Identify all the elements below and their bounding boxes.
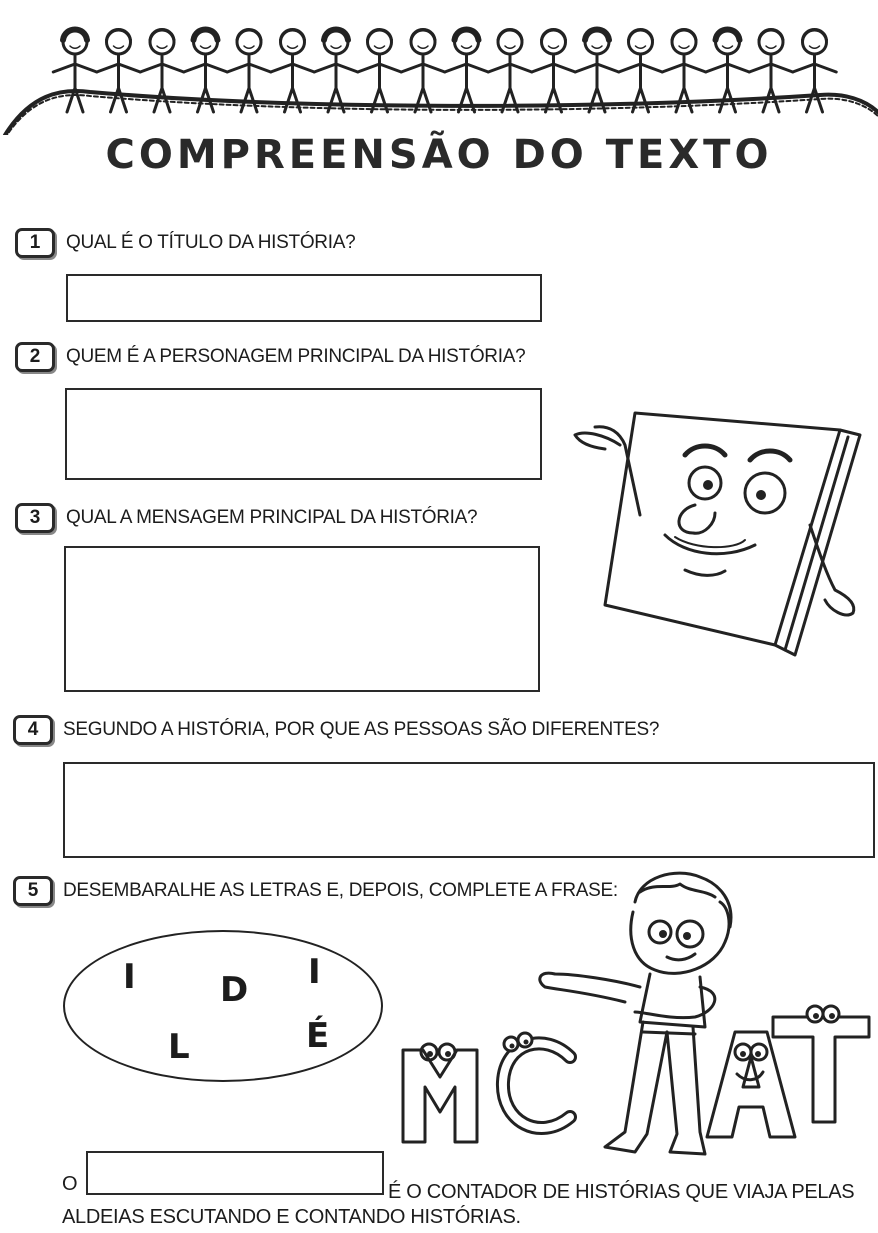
question-1-number: 1 bbox=[15, 228, 55, 258]
question-1-text: QUAL É O TÍTULO DA HISTÓRIA? bbox=[66, 232, 356, 253]
scramble-letter: L bbox=[168, 1027, 190, 1067]
scramble-letter: I bbox=[308, 952, 321, 992]
child-figure bbox=[314, 30, 358, 113]
book-character-illustration bbox=[565, 405, 865, 665]
question-2-text: QUEM É A PERSONAGEM PRINCIPAL DA HISTÓRIA? bbox=[66, 346, 526, 367]
answer-box-2[interactable] bbox=[65, 388, 542, 480]
decoration-letter-a: A bbox=[745, 1162, 746, 1163]
child-figure bbox=[575, 30, 619, 113]
decoration-letter-m: M bbox=[440, 1162, 441, 1163]
sentence-line-2: ALDEIAS ESCUTANDO E CONTANDO HISTÓRIAS. bbox=[62, 1206, 521, 1228]
sentence-prefix: O bbox=[62, 1173, 78, 1195]
child-figure bbox=[532, 30, 576, 113]
page-title: COMPREENSÃO DO TEXTO bbox=[105, 132, 773, 178]
children-border-illustration bbox=[0, 0, 878, 135]
child-figure bbox=[488, 30, 532, 113]
answer-box-3[interactable] bbox=[64, 546, 540, 692]
child-figure bbox=[619, 30, 663, 113]
question-4-number: 4 bbox=[13, 715, 53, 745]
question-5-number: 5 bbox=[13, 876, 53, 906]
word-answer-box[interactable] bbox=[86, 1151, 384, 1195]
sentence-line-1: É O CONTADOR DE HISTÓRIAS QUE VIAJA PELAS bbox=[388, 1181, 855, 1203]
boy-character-illustration bbox=[395, 862, 875, 1172]
question-2-number: 2 bbox=[15, 342, 55, 372]
decoration-letter-c: C bbox=[535, 1162, 536, 1163]
question-3-number: 3 bbox=[15, 503, 55, 533]
scramble-letter: I bbox=[123, 957, 136, 997]
decoration-letter-t: T bbox=[825, 1162, 826, 1163]
question-3-text: QUAL A MENSAGEM PRINCIPAL DA HISTÓRIA? bbox=[66, 507, 478, 528]
answer-box-1[interactable] bbox=[66, 274, 542, 322]
child-figure bbox=[53, 30, 97, 113]
child-figure bbox=[358, 30, 402, 113]
child-figure bbox=[271, 30, 315, 113]
scramble-letter: É bbox=[306, 1016, 330, 1056]
question-4-text: SEGUNDO A HISTÓRIA, POR QUE AS PESSOAS SÃO DIFERENTES? bbox=[63, 719, 660, 740]
question-5-text: DESEMBARALHE AS LETRAS E, DEPOIS, COMPLETE A FRASE: bbox=[63, 880, 618, 901]
child-figure bbox=[445, 30, 489, 113]
scramble-letter: D bbox=[220, 970, 249, 1010]
child-figure bbox=[401, 30, 445, 113]
answer-box-4[interactable] bbox=[63, 762, 875, 858]
